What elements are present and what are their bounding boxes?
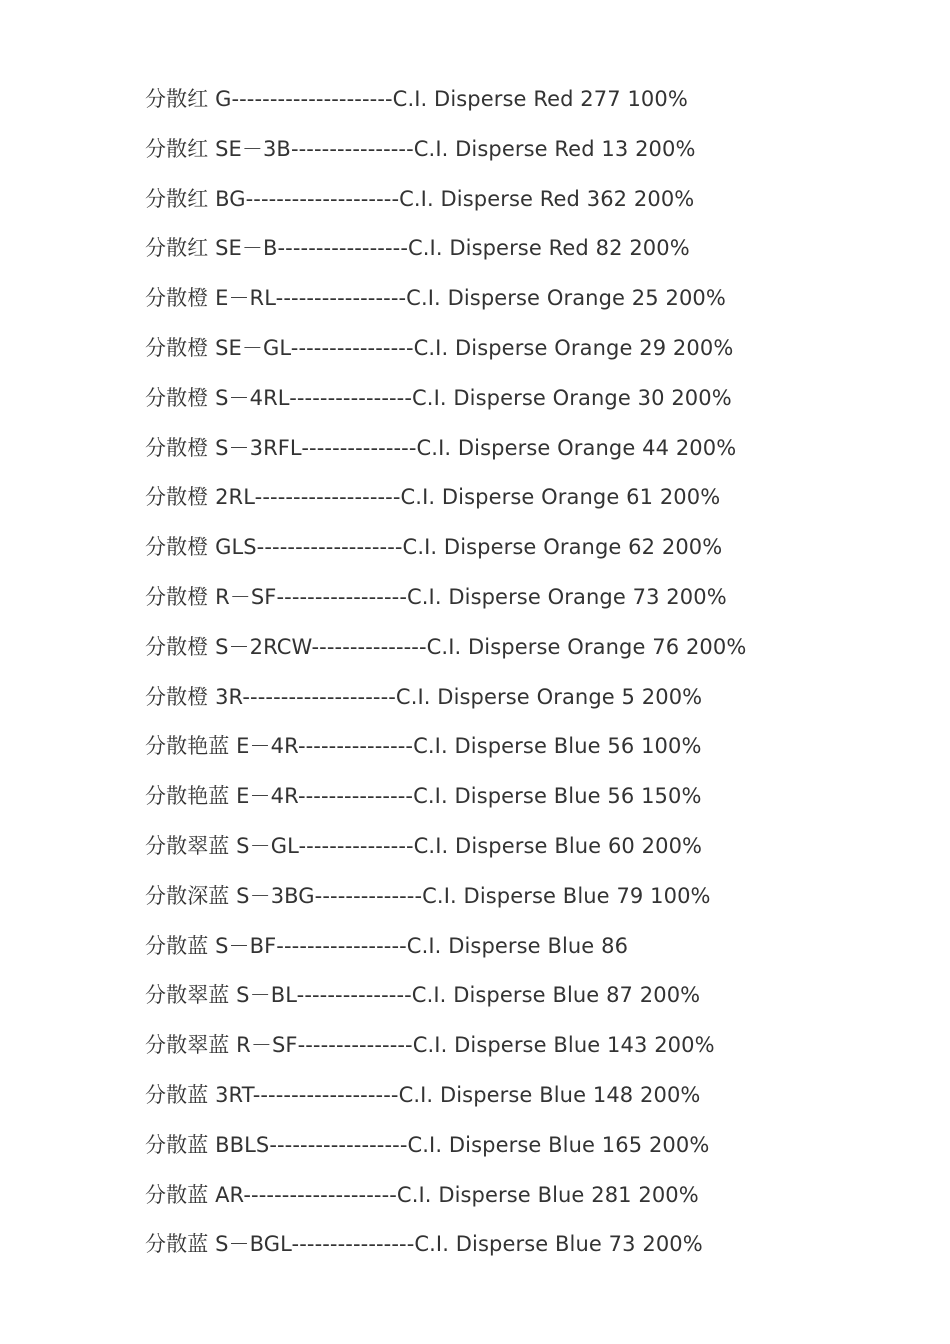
dye-entry: 分散深蓝 S－3BG--------------C.I. Disperse Blue 79 100% — [145, 883, 711, 908]
dye-entry: 分散橙 S－2RCW---------------C.I. Disperse Orange 76 200% — [145, 634, 747, 659]
dye-entry: 分散橙 S－3RFL---------------C.I. Disperse Orange 44 200% — [145, 435, 737, 460]
dye-entry: 分散橙 SE－GL----------------C.I. Disperse Orange 29 200% — [145, 335, 734, 360]
dye-entry: 分散翠蓝 R－SF---------------C.I. Disperse Blue 143 200% — [145, 1033, 715, 1058]
dye-entry: 分散橙 GLS-------------------C.I. Disperse Orange 62 200% — [145, 535, 723, 560]
dye-list — [145, 84, 905, 1279]
dye-entry: 分散橙 S－4RL----------------C.I. Disperse Orange 30 200% — [145, 385, 732, 410]
dye-entry: 分散蓝 S－BF-----------------C.I. Disperse Blue 86 — [145, 933, 629, 958]
dye-entry: 分散橙 2RL-------------------C.I. Disperse Orange 61 200% — [145, 485, 721, 510]
dye-entry: 分散蓝 AR--------------------C.I. Disperse Blue 281 200% — [145, 1182, 699, 1207]
dye-entry: 分散蓝 S－BGL----------------C.I. Disperse Blue 73 200% — [145, 1232, 703, 1257]
dye-entry: 分散红 G---------------------C.I. Disperse Red 277 100% — [145, 87, 688, 111]
dye-entry: 分散蓝 3RT-------------------C.I. Disperse Blue 148 200% — [145, 1082, 701, 1107]
dye-entry: 分散橙 R－SF-----------------C.I. Disperse Orange 73 200% — [145, 584, 727, 609]
dye-entry: 分散艳蓝 E－4R---------------C.I. Disperse Blue 56 100% — [145, 734, 702, 759]
dye-entry: 分散翠蓝 S－BL---------------C.I. Disperse Blue 87 200% — [145, 983, 701, 1008]
dye-entry: 分散蓝 BBLS------------------C.I. Disperse Blue 165 200% — [145, 1132, 710, 1157]
dye-entry: 分散橙 E－RL-----------------C.I. Disperse Orange 25 200% — [145, 286, 726, 311]
dye-entry: 分散橙 3R--------------------C.I. Disperse Orange 5 200% — [145, 684, 703, 709]
dye-entry: 分散翠蓝 S－GL---------------C.I. Disperse Blue 60 200% — [145, 833, 703, 858]
dye-entry: 分散艳蓝 E－4R---------------C.I. Disperse Blue 56 150% — [145, 784, 702, 809]
dye-entry: 分散红 BG--------------------C.I. Disperse Red 362 200% — [145, 186, 695, 211]
dye-entry: 分散红 SE－3B----------------C.I. Disperse Red 13 200% — [145, 136, 696, 161]
dye-entry: 分散红 SE－B-----------------C.I. Disperse Red 82 200% — [145, 236, 690, 261]
